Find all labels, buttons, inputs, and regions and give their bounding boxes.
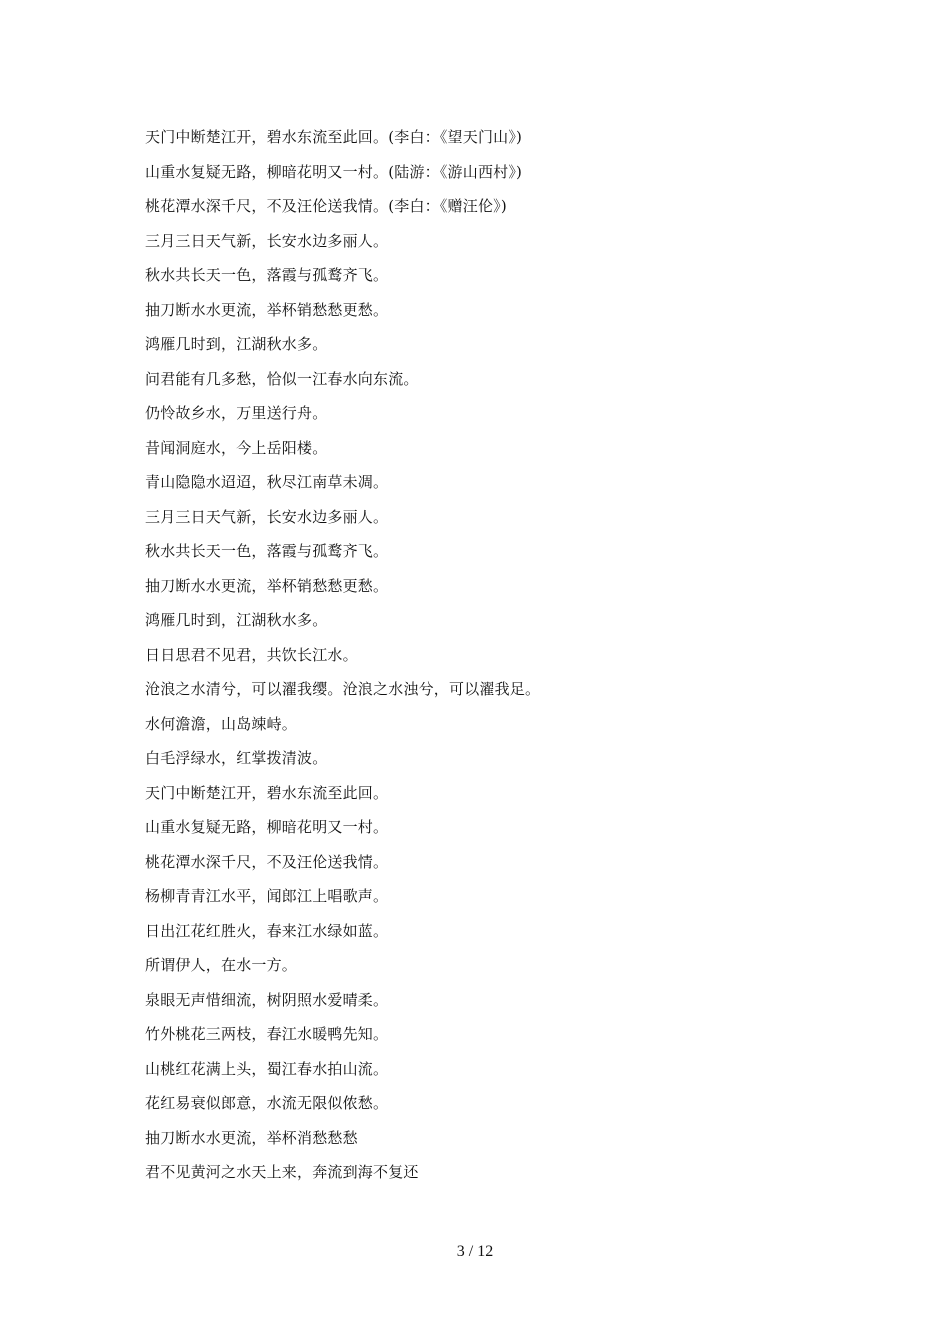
poem-line: 君不见黄河之水天上来，奔流到海不复还 <box>145 1163 419 1181</box>
poem-line: 秋水共长天一色，落霞与孤鹜齐飞。 <box>145 266 389 284</box>
poem-line: 竹外桃花三两枝，春江水暖鸭先知。 <box>145 1025 389 1043</box>
poem-line: 抽刀断水水更流，举杯消愁愁愁 <box>145 1128 358 1147</box>
poem-line: 白毛浮绿水，红掌拨清波。 <box>145 749 328 767</box>
poem-line: 所谓伊人，在水一方。 <box>145 956 298 974</box>
poem-line: 昔闻洞庭水，今上岳阳楼。 <box>145 438 328 457</box>
poem-line-list <box>145 125 845 1195</box>
poem-line: 仍怜故乡水，万里送行舟。 <box>145 404 328 422</box>
poem-line: 问君能有几多愁，恰似一江春水向东流。 <box>145 369 419 388</box>
poem-line: 山重水复疑无路，柳暗花明又一村。(陆游：《游山西村》) <box>145 162 523 181</box>
poem-line: 鸿雁几时到，江湖秋水多。 <box>145 335 328 353</box>
poem-line: 杨柳青青江水平，闻郎江上唱歌声。 <box>145 887 389 905</box>
poem-line: 水何澹澹，山岛竦峙。 <box>145 714 298 733</box>
poem-line: 鸿雁几时到，江湖秋水多。 <box>145 611 328 629</box>
poem-line: 天门中断楚江开，碧水东流至此回。 <box>145 783 389 802</box>
poem-line: 天门中断楚江开，碧水东流至此回。(李白：《望天门山》) <box>145 128 523 146</box>
poem-line: 山重水复疑无路，柳暗花明又一村。 <box>145 818 389 836</box>
poem-line: 三月三日天气新，长安水边多丽人。 <box>145 507 389 526</box>
poem-line: 青山隐隐水迢迢，秋尽江南草未凋。 <box>145 473 389 491</box>
poem-line: 山桃红花满上头，蜀江春水拍山流。 <box>145 1059 389 1078</box>
poem-line: 抽刀断水水更流，举杯销愁愁更愁。 <box>145 576 389 595</box>
page-number: 3 / 12 <box>456 1243 494 1260</box>
poem-line: 日出江花红胜火，春来江水绿如蓝。 <box>145 921 389 940</box>
poem-line: 日日思君不见君，共饮长江水。 <box>145 645 358 664</box>
poem-line: 沧浪之水清兮，可以濯我缨。沧浪之水浊兮，可以濯我足。 <box>145 680 541 698</box>
poem-line: 秋水共长天一色，落霞与孤鹜齐飞。 <box>145 542 389 560</box>
poem-line: 三月三日天气新，长安水边多丽人。 <box>145 231 389 250</box>
poem-line: 抽刀断水水更流，举杯销愁愁更愁。 <box>145 300 389 319</box>
poem-line: 桃花潭水深千尺，不及汪伦送我情。(李白：《赠汪伦》) <box>145 197 507 215</box>
poem-line: 桃花潭水深千尺，不及汪伦送我情。 <box>145 852 389 871</box>
poem-line: 泉眼无声惜细流，树阴照水爱晴柔。 <box>145 990 389 1009</box>
poem-line: 花红易衰似郎意，水流无限似侬愁。 <box>145 1094 389 1112</box>
